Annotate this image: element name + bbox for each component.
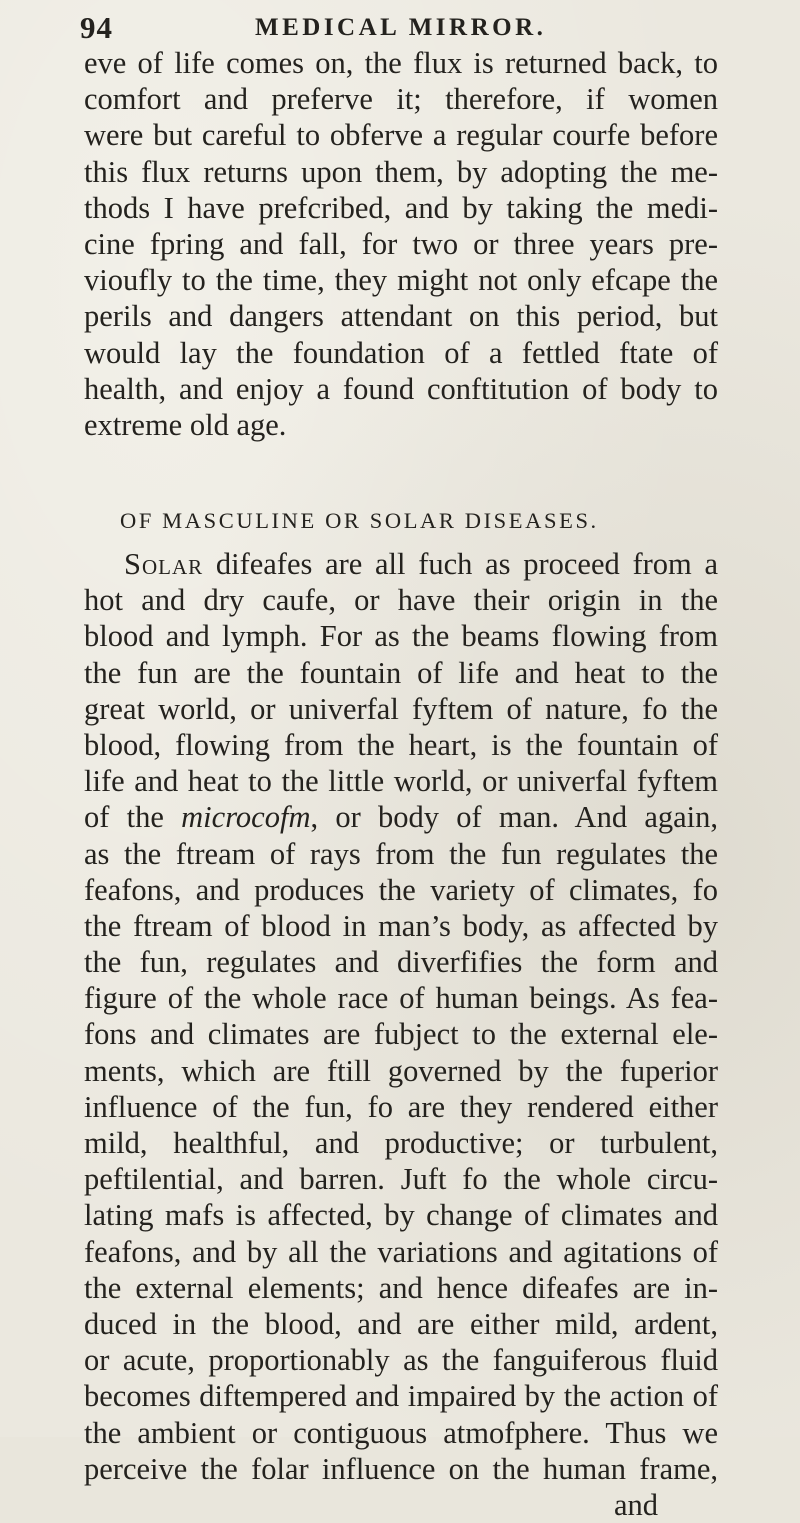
text-line: fons and climates are fubject to the external ele- <box>84 1017 718 1052</box>
section-heading: OF MASCULINE OR SOLAR DISEASES. <box>120 508 599 533</box>
text-line: were but careful to obferve a regular courfe before <box>84 118 718 153</box>
text-line: would lay the foundation of a fettled ftate of <box>84 335 718 370</box>
text-line: this flux returns upon them, by adopting the me- <box>84 154 718 189</box>
text-line: the external elements; and hence difeafes are in- <box>84 1270 718 1305</box>
text-line: figure of the whole race of human beings. As fea- <box>84 981 718 1016</box>
text-line: health, and enjoy a found conftitution of body to <box>84 371 718 406</box>
text-line: comfort and preferve it; therefore, if women <box>84 82 718 117</box>
text-line: or acute, proportionably as the fanguiferous fluid <box>84 1343 718 1378</box>
text-line: lating mafs is affected, by change of climates and <box>84 1198 718 1233</box>
text-line <box>84 546 718 582</box>
text-line: thods I have prefcribed, and by taking the medi- <box>84 190 718 225</box>
text-line: great world, or univerfal fyftem of nature, fo the <box>84 691 718 726</box>
paragraph-solar-diseases <box>84 546 718 1523</box>
text-line: becomes diftempered and impaired by the action of <box>84 1379 718 1414</box>
text-line: the ftream of blood in man’s body, as affected by <box>84 908 718 943</box>
paragraph-continuation <box>84 45 718 443</box>
text-line: blood, flowing from the heart, is the fountain of <box>84 727 718 762</box>
text-line <box>84 799 718 835</box>
text-line: duced in the blood, and are either mild, ardent, <box>84 1306 718 1341</box>
text-line: feafons, and produces the variety of climates, fo <box>84 872 718 907</box>
running-head: MEDICAL MIRROR. <box>255 14 547 41</box>
text-line: vioufly to the time, they might not only efcape the <box>84 263 718 298</box>
text-line: extreme old age. <box>84 407 287 442</box>
text-line: feafons, and by all the variations and agitations of <box>84 1234 718 1269</box>
text-line: the fun, regulates and diverfifies the form and <box>84 945 718 980</box>
text-line: perils and dangers attendant on this period, but <box>84 299 718 334</box>
text-line: as the ftream of rays from the fun regulates the <box>84 836 718 871</box>
text-line: blood and lymph. For as the beams flowing from <box>84 619 718 654</box>
text-line: mild, healthful, and productive; or turbulent, <box>84 1126 718 1160</box>
text-line: influence of the fun, fo are they rendered either <box>84 1089 718 1124</box>
page-number: 94 <box>80 10 113 45</box>
text-span: of the <box>84 800 182 835</box>
text-line: the ambient or contiguous atmofphere. Thus we <box>84 1415 718 1450</box>
page-header <box>80 8 700 48</box>
text-span: , or body of man. And again, <box>310 800 719 835</box>
text-line: eve of life comes on, the flux is returned back, to <box>84 46 718 80</box>
text-line: perceive the folar influence on the human frame, <box>84 1451 718 1486</box>
italic-term: microcofm <box>181 800 311 835</box>
text-line: ments, which are ftill governed by the fuperior <box>84 1053 718 1088</box>
text-line: hot and dry caufe, or have their origin in the <box>84 583 718 618</box>
text-line: peftilential, and barren. Juft fo the whole circu- <box>84 1162 718 1197</box>
text-line: life and heat to the little world, or univerfal fyftem <box>84 764 718 799</box>
text-line: the fun are the fountain of life and heat to the <box>84 655 718 690</box>
catchword: and <box>613 1487 658 1522</box>
opening-word: Solar <box>124 547 204 581</box>
text-line: cine fpring and fall, for two or three years pre- <box>84 226 718 261</box>
text-span: difeafes are all fuch as proceed from a <box>203 547 718 581</box>
